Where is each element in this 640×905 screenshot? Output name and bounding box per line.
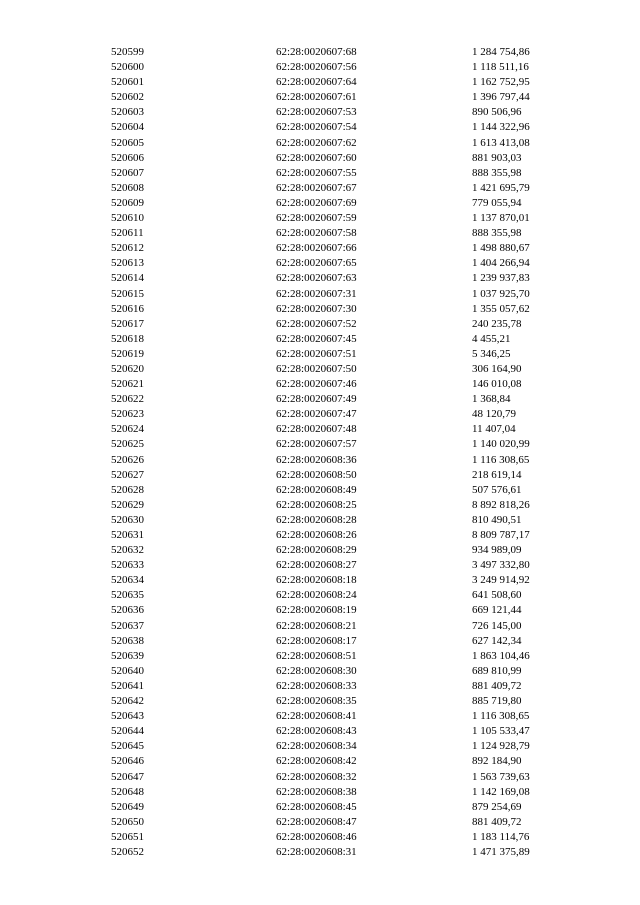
cadastral-number: 62:28:0020607:31 bbox=[276, 287, 357, 300]
value-amount: 1 355 057,62 bbox=[472, 302, 530, 315]
row-number: 520640 bbox=[111, 664, 144, 677]
table-row bbox=[0, 498, 640, 513]
row-number: 520612 bbox=[111, 242, 144, 255]
value-amount: 1 142 169,08 bbox=[472, 785, 530, 798]
cadastral-number: 62:28:0020607:49 bbox=[276, 393, 357, 406]
value-amount: 669 121,44 bbox=[472, 604, 522, 617]
table-row bbox=[0, 90, 640, 105]
cadastral-number: 62:28:0020608:26 bbox=[276, 529, 357, 541]
cadastral-number: 62:28:0020608:41 bbox=[276, 710, 357, 723]
table-row bbox=[0, 75, 640, 90]
value-amount: 890 506,96 bbox=[472, 106, 522, 119]
table-row bbox=[0, 407, 640, 422]
table-row bbox=[0, 588, 640, 603]
value-amount: 507 576,61 bbox=[472, 483, 522, 496]
cadastral-number: 62:28:0020607:68 bbox=[276, 46, 357, 58]
value-amount: 1 421 695,79 bbox=[472, 181, 530, 194]
table-row bbox=[0, 362, 640, 377]
cadastral-number: 62:28:0020608:47 bbox=[276, 815, 357, 828]
row-number: 520648 bbox=[111, 785, 144, 798]
value-amount: 1 368,84 bbox=[472, 393, 511, 406]
table-row bbox=[0, 815, 640, 830]
table-row bbox=[0, 558, 640, 573]
value-amount: 1 162 752,95 bbox=[472, 76, 530, 89]
cadastral-number: 62:28:0020607:64 bbox=[276, 76, 357, 89]
row-number: 520646 bbox=[111, 755, 144, 768]
row-number: 520635 bbox=[111, 589, 144, 602]
cadastral-number: 62:28:0020607:56 bbox=[276, 61, 357, 74]
cadastral-number: 62:28:0020608:21 bbox=[276, 619, 357, 632]
value-amount: 1 140 020,99 bbox=[472, 438, 530, 451]
cadastral-number: 62:28:0020607:48 bbox=[276, 423, 357, 436]
table-row bbox=[0, 800, 640, 815]
cadastral-number: 62:28:0020607:61 bbox=[276, 91, 357, 104]
value-amount: 1 144 322,96 bbox=[472, 121, 530, 134]
cadastral-number: 62:28:0020608:50 bbox=[276, 468, 357, 481]
cadastral-number: 62:28:0020607:62 bbox=[276, 136, 357, 149]
row-number: 520651 bbox=[111, 830, 144, 843]
cadastral-number: 62:28:0020607:67 bbox=[276, 181, 357, 194]
value-amount: 240 235,78 bbox=[472, 317, 522, 330]
value-amount: 48 120,79 bbox=[472, 408, 516, 421]
row-number: 520604 bbox=[111, 121, 144, 134]
value-amount: 1 037 925,70 bbox=[472, 287, 530, 300]
row-number: 520620 bbox=[111, 362, 144, 375]
row-number: 520632 bbox=[111, 544, 144, 557]
value-amount: 888 355,98 bbox=[472, 166, 522, 179]
value-amount: 888 355,98 bbox=[472, 227, 522, 240]
data-table bbox=[0, 45, 640, 860]
cadastral-number: 62:28:0020607:53 bbox=[276, 106, 357, 119]
value-amount: 726 145,00 bbox=[472, 619, 522, 632]
row-number: 520625 bbox=[111, 438, 144, 451]
cadastral-number: 62:28:0020607:59 bbox=[276, 212, 357, 225]
table-row bbox=[0, 664, 640, 679]
cadastral-number: 62:28:0020607:47 bbox=[276, 408, 357, 421]
row-number: 520650 bbox=[111, 815, 144, 828]
table-row bbox=[0, 724, 640, 739]
table-row bbox=[0, 528, 640, 543]
cadastral-number: 62:28:0020608:51 bbox=[276, 649, 357, 662]
cadastral-number: 62:28:0020607:52 bbox=[276, 317, 357, 330]
cadastral-number: 62:28:0020608:18 bbox=[276, 574, 357, 587]
table-row bbox=[0, 453, 640, 468]
value-amount: 3 497 332,80 bbox=[472, 559, 530, 572]
table-row bbox=[0, 483, 640, 498]
cadastral-number: 62:28:0020607:55 bbox=[276, 166, 357, 179]
row-number: 520627 bbox=[111, 468, 144, 481]
cadastral-number: 62:28:0020608:30 bbox=[276, 664, 357, 677]
cadastral-number: 62:28:0020608:32 bbox=[276, 770, 357, 783]
row-number: 520641 bbox=[111, 679, 144, 692]
value-amount: 1 124 928,79 bbox=[472, 740, 530, 753]
row-number: 520607 bbox=[111, 166, 144, 179]
row-number: 520624 bbox=[111, 423, 144, 436]
table-row bbox=[0, 302, 640, 317]
value-amount: 8 892 818,26 bbox=[472, 498, 530, 511]
row-number: 520649 bbox=[111, 800, 144, 813]
value-amount: 1 863 104,46 bbox=[472, 649, 530, 662]
value-amount: 689 810,99 bbox=[472, 664, 522, 677]
table-row bbox=[0, 422, 640, 437]
row-number: 520647 bbox=[111, 770, 144, 783]
table-row bbox=[0, 256, 640, 271]
cadastral-number: 62:28:0020608:38 bbox=[276, 785, 357, 798]
table-row bbox=[0, 830, 640, 845]
value-amount: 810 490,51 bbox=[472, 513, 522, 526]
row-number: 520626 bbox=[111, 453, 144, 466]
value-amount: 3 249 914,92 bbox=[472, 574, 530, 587]
table-row bbox=[0, 347, 640, 362]
table-row bbox=[0, 619, 640, 634]
cadastral-number: 62:28:0020608:34 bbox=[276, 740, 357, 753]
table-row bbox=[0, 45, 640, 60]
cadastral-number: 62:28:0020607:69 bbox=[276, 196, 357, 209]
row-number: 520618 bbox=[111, 332, 144, 345]
row-number: 520638 bbox=[111, 634, 144, 647]
value-amount: 1 116 308,65 bbox=[472, 453, 530, 466]
value-amount: 881 409,72 bbox=[472, 679, 522, 692]
table-row bbox=[0, 151, 640, 166]
cadastral-number: 62:28:0020608:46 bbox=[276, 830, 357, 843]
cadastral-number: 62:28:0020607:50 bbox=[276, 362, 357, 375]
value-amount: 1 116 308,65 bbox=[472, 710, 530, 723]
row-number: 520629 bbox=[111, 498, 144, 511]
cadastral-number: 62:28:0020608:33 bbox=[276, 679, 357, 692]
cadastral-number: 62:28:0020607:51 bbox=[276, 347, 357, 360]
table-row bbox=[0, 543, 640, 558]
row-number: 520608 bbox=[111, 181, 144, 194]
cadastral-number: 62:28:0020608:45 bbox=[276, 800, 357, 813]
cadastral-number: 62:28:0020607:58 bbox=[276, 227, 357, 240]
cadastral-number: 62:28:0020607:46 bbox=[276, 378, 357, 391]
row-number: 520603 bbox=[111, 106, 144, 119]
table-row bbox=[0, 271, 640, 286]
table-row bbox=[0, 513, 640, 528]
value-amount: 1 471 375,89 bbox=[472, 845, 530, 858]
table-row bbox=[0, 105, 640, 120]
table-row bbox=[0, 634, 640, 649]
cadastral-number: 62:28:0020608:36 bbox=[276, 453, 357, 466]
value-amount: 146 010,08 bbox=[472, 378, 522, 391]
value-amount: 1 396 797,44 bbox=[472, 91, 530, 104]
table-row bbox=[0, 181, 640, 196]
cadastral-number: 62:28:0020608:35 bbox=[276, 695, 357, 708]
value-amount: 1 239 937,83 bbox=[472, 272, 530, 285]
table-row bbox=[0, 120, 640, 135]
value-amount: 1 284 754,86 bbox=[472, 46, 530, 58]
table-row bbox=[0, 196, 640, 211]
row-number: 520631 bbox=[111, 529, 144, 541]
cadastral-number: 62:28:0020607:60 bbox=[276, 151, 357, 164]
cadastral-number: 62:28:0020608:31 bbox=[276, 845, 357, 858]
value-amount: 885 719,80 bbox=[472, 695, 522, 708]
table-row bbox=[0, 287, 640, 302]
value-amount: 1 498 880,67 bbox=[472, 242, 530, 255]
value-amount: 641 508,60 bbox=[472, 589, 522, 602]
row-number: 520611 bbox=[111, 227, 144, 240]
value-amount: 8 809 787,17 bbox=[472, 529, 530, 541]
value-amount: 5 346,25 bbox=[472, 347, 511, 360]
table-row bbox=[0, 166, 640, 181]
cadastral-number: 62:28:0020607:65 bbox=[276, 257, 357, 270]
row-number: 520643 bbox=[111, 710, 144, 723]
value-amount: 892 184,90 bbox=[472, 755, 522, 768]
value-amount: 306 164,90 bbox=[472, 362, 522, 375]
cadastral-number: 62:28:0020608:49 bbox=[276, 483, 357, 496]
table-row bbox=[0, 241, 640, 256]
row-number: 520619 bbox=[111, 347, 144, 360]
row-number: 520609 bbox=[111, 196, 144, 209]
table-row bbox=[0, 649, 640, 664]
row-number: 520601 bbox=[111, 76, 144, 89]
row-number: 520621 bbox=[111, 378, 144, 391]
value-amount: 11 407,04 bbox=[472, 423, 516, 436]
value-amount: 1 613 413,08 bbox=[472, 136, 530, 149]
value-amount: 1 404 266,94 bbox=[472, 257, 530, 270]
cadastral-number: 62:28:0020607:57 bbox=[276, 438, 357, 451]
value-amount: 879 254,69 bbox=[472, 800, 522, 813]
row-number: 520652 bbox=[111, 845, 144, 858]
table-row bbox=[0, 317, 640, 332]
table-row bbox=[0, 377, 640, 392]
cadastral-number: 62:28:0020608:17 bbox=[276, 634, 357, 647]
row-number: 520599 bbox=[111, 46, 144, 58]
table-row bbox=[0, 754, 640, 769]
row-number: 520613 bbox=[111, 257, 144, 270]
row-number: 520645 bbox=[111, 740, 144, 753]
table-row bbox=[0, 468, 640, 483]
row-number: 520600 bbox=[111, 61, 144, 74]
table-row bbox=[0, 226, 640, 241]
cadastral-number: 62:28:0020608:28 bbox=[276, 513, 357, 526]
cadastral-number: 62:28:0020608:43 bbox=[276, 725, 357, 738]
table-row bbox=[0, 332, 640, 347]
row-number: 520606 bbox=[111, 151, 144, 164]
row-number: 520628 bbox=[111, 483, 144, 496]
table-row bbox=[0, 694, 640, 709]
cadastral-number: 62:28:0020607:54 bbox=[276, 121, 357, 134]
cadastral-number: 62:28:0020607:30 bbox=[276, 302, 357, 315]
value-amount: 4 455,21 bbox=[472, 332, 511, 345]
table-row bbox=[0, 211, 640, 226]
row-number: 520623 bbox=[111, 408, 144, 421]
value-amount: 218 619,14 bbox=[472, 468, 522, 481]
row-number: 520602 bbox=[111, 91, 144, 104]
cadastral-number: 62:28:0020607:45 bbox=[276, 332, 357, 345]
table-row bbox=[0, 437, 640, 452]
value-amount: 1 137 870,01 bbox=[472, 212, 530, 225]
value-amount: 627 142,34 bbox=[472, 634, 522, 647]
cadastral-number: 62:28:0020608:27 bbox=[276, 559, 357, 572]
row-number: 520639 bbox=[111, 649, 144, 662]
cadastral-number: 62:28:0020607:66 bbox=[276, 242, 357, 255]
table-row bbox=[0, 709, 640, 724]
table-row bbox=[0, 739, 640, 754]
cadastral-number: 62:28:0020608:25 bbox=[276, 498, 357, 511]
value-amount: 1 105 533,47 bbox=[472, 725, 530, 738]
value-amount: 881 409,72 bbox=[472, 815, 522, 828]
table-row bbox=[0, 392, 640, 407]
table-row bbox=[0, 785, 640, 800]
row-number: 520617 bbox=[111, 317, 144, 330]
row-number: 520630 bbox=[111, 513, 144, 526]
row-number: 520622 bbox=[111, 393, 144, 406]
value-amount: 1 563 739,63 bbox=[472, 770, 530, 783]
cadastral-number: 62:28:0020608:24 bbox=[276, 589, 357, 602]
cadastral-number: 62:28:0020608:29 bbox=[276, 544, 357, 557]
row-number: 520634 bbox=[111, 574, 144, 587]
row-number: 520644 bbox=[111, 725, 144, 738]
cadastral-number: 62:28:0020608:42 bbox=[276, 755, 357, 768]
cadastral-number: 62:28:0020608:19 bbox=[276, 604, 357, 617]
value-amount: 881 903,03 bbox=[472, 151, 522, 164]
table-row bbox=[0, 679, 640, 694]
row-number: 520614 bbox=[111, 272, 144, 285]
row-number: 520615 bbox=[111, 287, 144, 300]
value-amount: 934 989,09 bbox=[472, 544, 522, 557]
table-row bbox=[0, 603, 640, 618]
row-number: 520605 bbox=[111, 136, 144, 149]
table-row bbox=[0, 845, 640, 860]
row-number: 520616 bbox=[111, 302, 144, 315]
value-amount: 1 183 114,76 bbox=[472, 830, 530, 843]
row-number: 520610 bbox=[111, 212, 144, 225]
cadastral-number: 62:28:0020607:63 bbox=[276, 272, 357, 285]
value-amount: 779 055,94 bbox=[472, 196, 522, 209]
table-row bbox=[0, 573, 640, 588]
table-row bbox=[0, 136, 640, 151]
row-number: 520636 bbox=[111, 604, 144, 617]
row-number: 520633 bbox=[111, 559, 144, 572]
table-row bbox=[0, 60, 640, 75]
row-number: 520637 bbox=[111, 619, 144, 632]
row-number: 520642 bbox=[111, 695, 144, 708]
value-amount: 1 118 511,16 bbox=[472, 61, 529, 74]
table-row bbox=[0, 770, 640, 785]
